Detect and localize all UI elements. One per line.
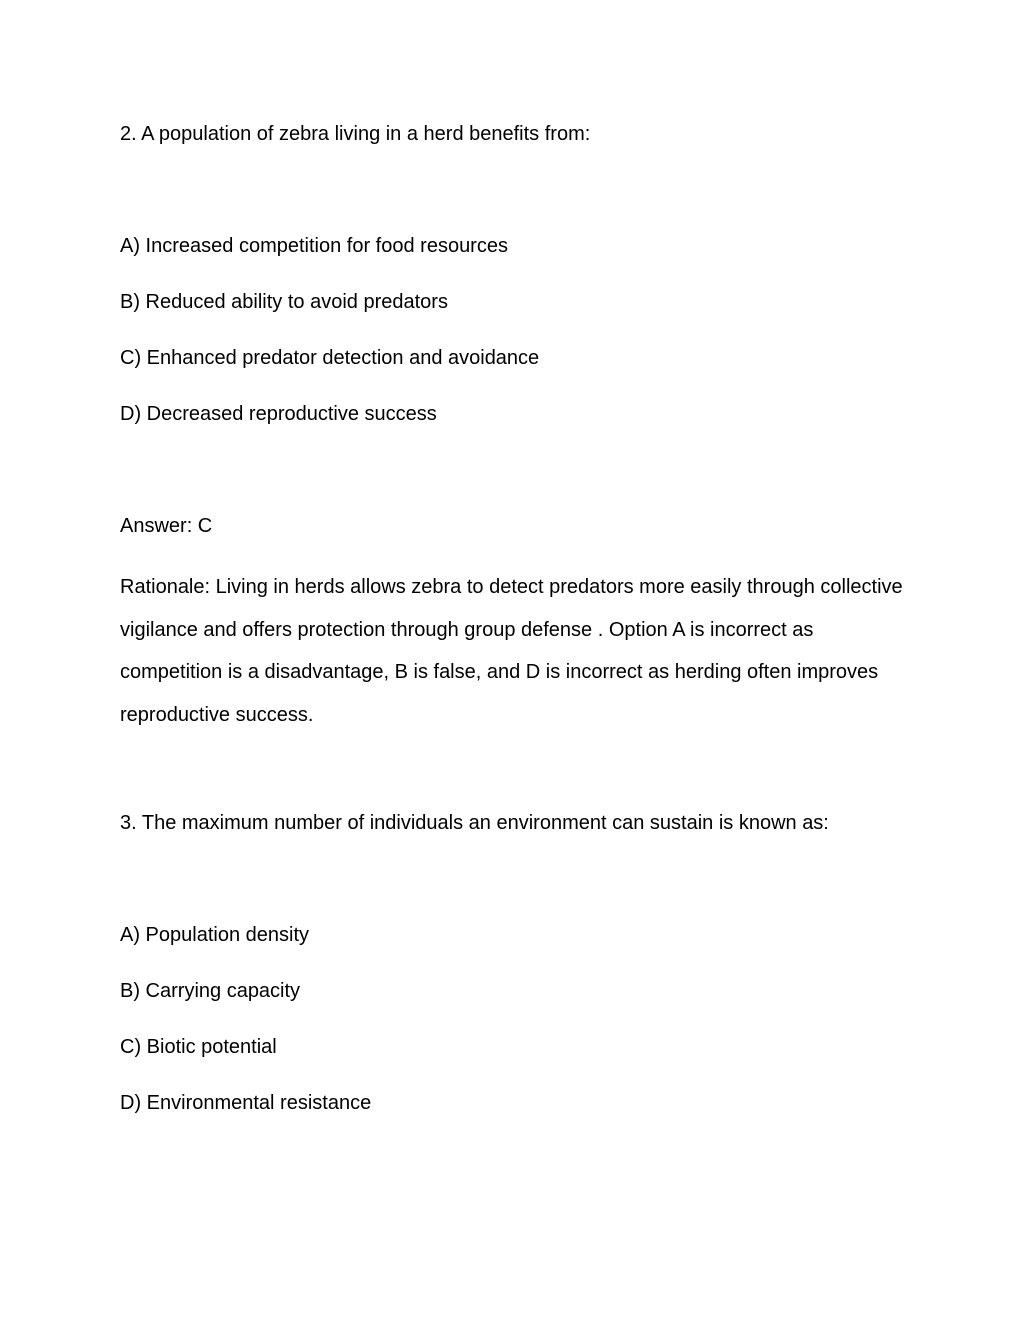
question-2-rationale: Rationale: Living in herds allows zebra to detect predators more easily through collective vigilance and offers protection through group defense . Option A is incorrect as competition is a disadvantage, B is false, and D is incorrect as herding often improves reproductive success. [120,576,903,727]
question-3-stem: 3. The maximum number of individuals an environment can sustain is known as: [120,812,829,834]
question-2-option-b: B) Reduced ability to avoid predators [120,291,448,313]
question-2-stem: 2. A population of zebra living in a herd benefits from: [120,123,591,145]
question-2-answer: Answer: C [120,515,213,537]
question-2-option-c: C) Enhanced predator detection and avoidance [120,347,540,369]
question-3-option-a: A) Population density [120,924,310,946]
question-3-option-c: C) Biotic potential [120,1036,277,1058]
question-2-option-a: A) Increased competition for food resources [120,235,508,257]
question-2-option-d: D) Decreased reproductive success [120,403,437,425]
question-3-option-b: B) Carrying capacity [120,980,301,1002]
question-3-option-d: D) Environmental resistance [120,1092,372,1114]
